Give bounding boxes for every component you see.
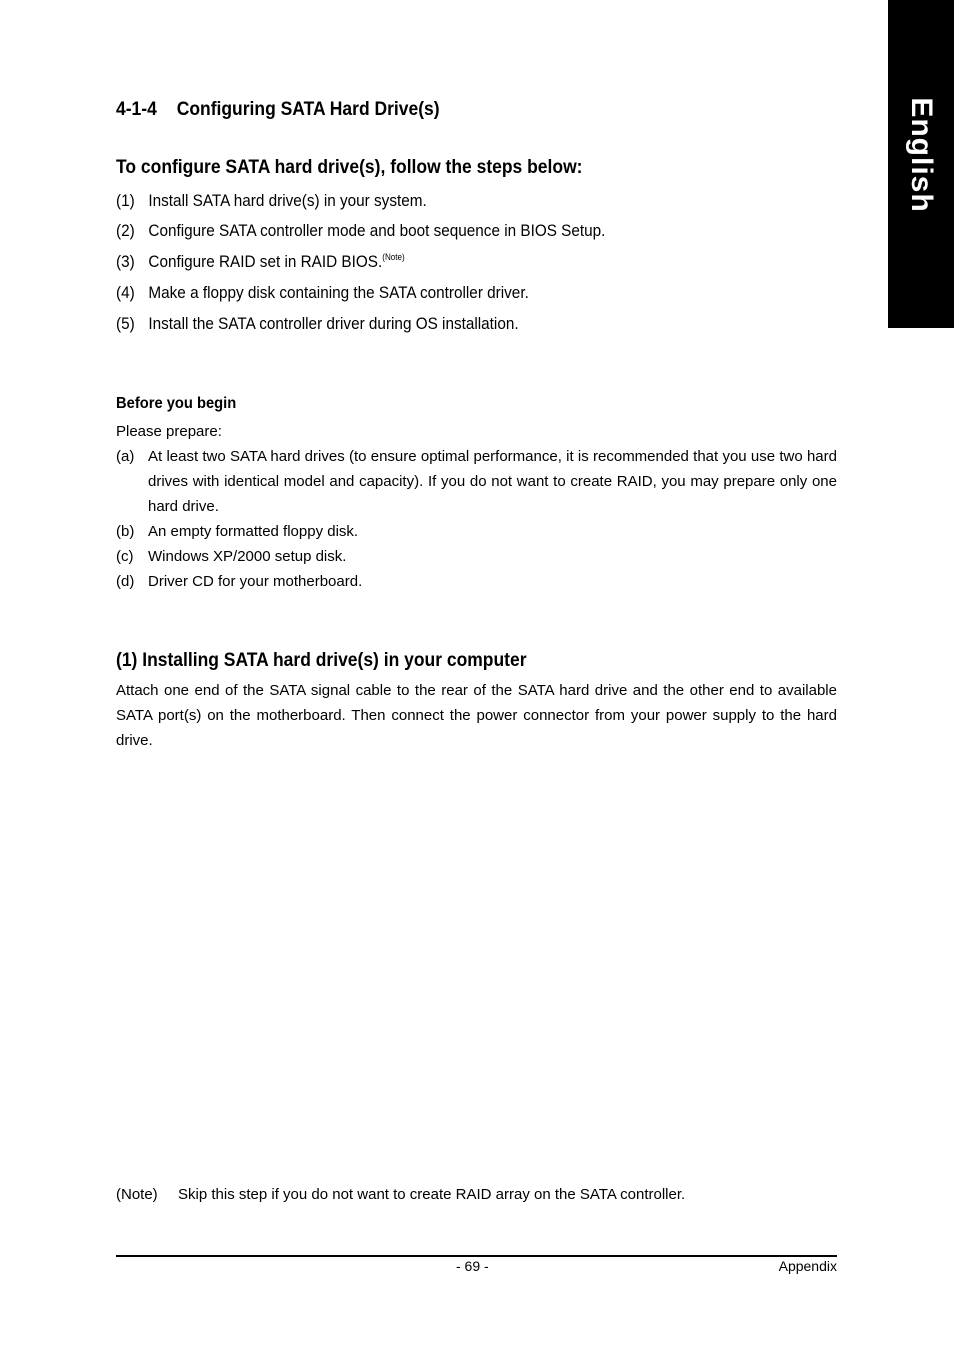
footer-section: Appendix (778, 1258, 837, 1274)
list-marker: (c) (116, 548, 134, 565)
before-intro: Please prepare: (116, 423, 222, 440)
step-item (116, 314, 519, 334)
step-item (116, 252, 405, 272)
section-heading (116, 99, 440, 121)
section-title: Configuring SATA Hard Drive(s) (176, 99, 440, 120)
language-tab (888, 0, 954, 328)
step-item (116, 191, 427, 211)
list-marker: (a) (116, 448, 135, 465)
step-number: (5) (116, 314, 135, 333)
step-item (116, 283, 529, 303)
list-item-text: Windows XP/2000 setup disk. (148, 548, 347, 565)
step-text: Install SATA hard drive(s) in your system. (148, 191, 427, 210)
step-number: (4) (116, 283, 135, 302)
footer-rule (116, 1255, 837, 1257)
before-heading: Before you begin (116, 395, 237, 412)
step-number: (3) (116, 252, 135, 271)
step-text: Make a floppy disk containing the SATA controller driver. (148, 283, 529, 302)
step-item (116, 221, 605, 241)
steps-heading: To configure SATA hard drive(s), follow the steps below: (116, 157, 583, 178)
section-number: 4-1-4 (116, 99, 157, 120)
page-number: - 69 - (456, 1258, 489, 1274)
list-item-text: An empty formatted floppy disk. (148, 523, 359, 540)
list-item-text: Driver CD for your motherboard. (148, 573, 363, 590)
list-item-text: At least two SATA hard drives (to ensure optimal performance, it is recommended that you use two hard drives with identical model and capacity). If you do not want to create RAID, you may prepare only one hard drive. (148, 448, 837, 515)
list-marker: (b) (116, 523, 135, 540)
language-tab-label: English (905, 97, 938, 213)
list-marker: (d) (116, 573, 135, 590)
step-text: Configure RAID set in RAID BIOS. (148, 252, 383, 271)
step-text: Install the SATA controller driver during OS installation. (148, 314, 519, 333)
install-heading: (1) Installing SATA hard drive(s) in your computer (116, 650, 527, 671)
note-reference: (Note) (382, 252, 405, 262)
note-text: Skip this step if you do not want to create RAID array on the SATA controller. (178, 1186, 686, 1203)
install-paragraph: Attach one end of the SATA signal cable to the rear of the SATA hard drive and the other end to available SATA port(s) on the motherboard. Then connect the power connector from your power supply to the hard drive. (116, 682, 837, 749)
step-text: Configure SATA controller mode and boot sequence in BIOS Setup. (148, 221, 606, 240)
note-label: (Note) (116, 1186, 158, 1203)
step-number: (2) (116, 221, 135, 240)
step-number: (1) (116, 191, 135, 210)
